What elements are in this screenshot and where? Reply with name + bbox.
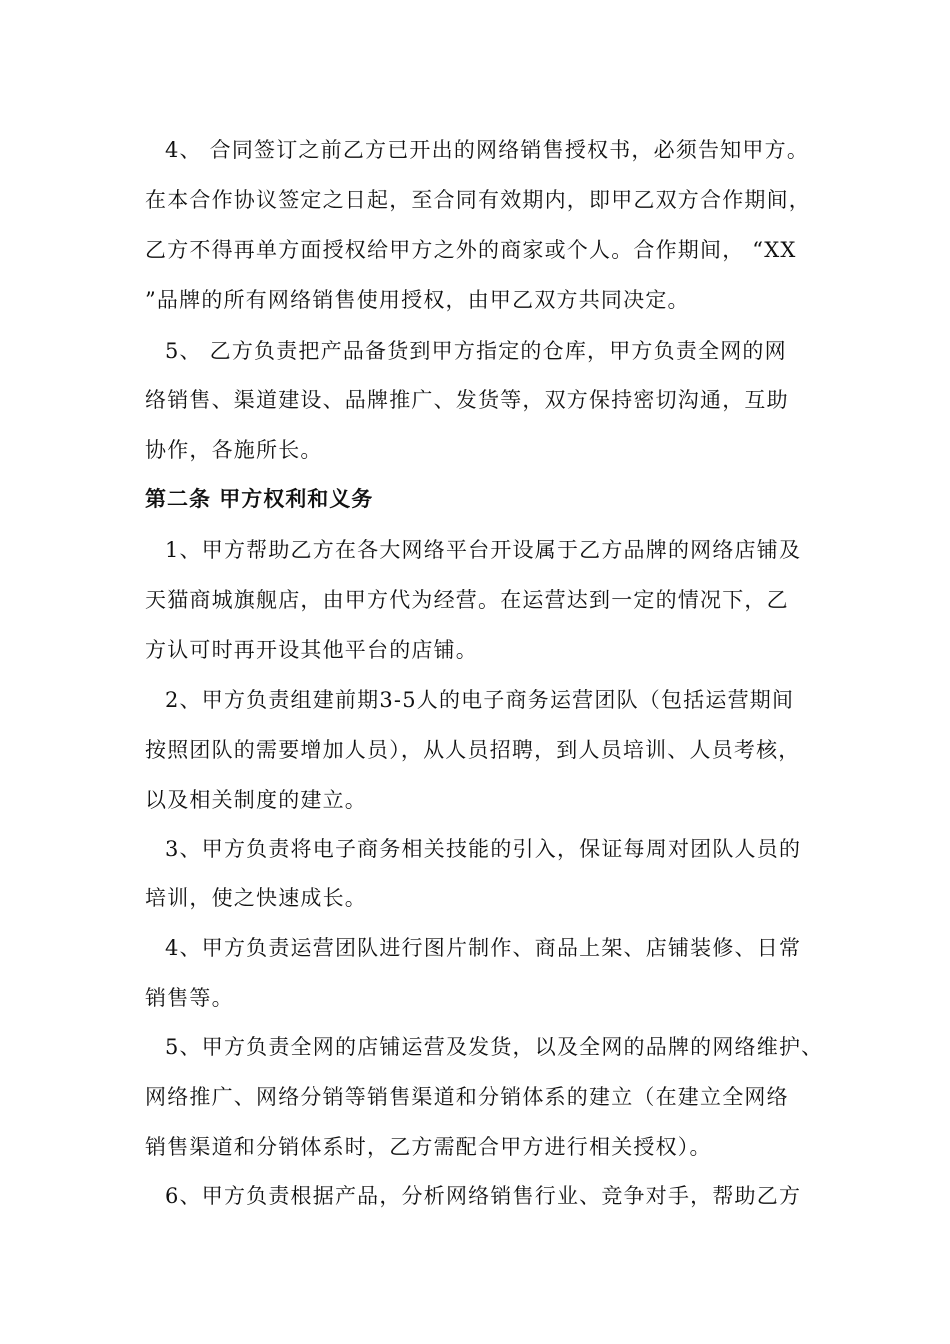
section-heading: 第二条 甲方权利和义务 [145,487,374,511]
paragraph-line: 网络推广、网络分销等销售渠道和分销体系的建立（在建立全网络 [145,1085,789,1109]
paragraph-line: 方认可时再开设其他平台的店铺。 [145,638,478,662]
paragraph-line: 按照团队的需要增加人员），从人员招聘，到人员培训、人员考核， [145,738,801,762]
paragraph-line: 6、甲方负责根据产品，分析网络销售行业、竞争对手，帮助乙方 [165,1184,802,1208]
paragraph-line: 1、甲方帮助乙方在各大网络平台开设属于乙方品牌的网络店铺及 [165,538,802,562]
paragraph-line: 在本合作协议签定之日起，至合同有效期内，即甲乙双方合作期间， [145,188,811,212]
paragraph-line: 2、甲方负责组建前期3-5人的电子商务运营团队（包括运营期间 [165,688,795,712]
paragraph-line: 4、 合同签订之前乙方已开出的网络销售授权书，必须告知甲方。 [165,138,810,162]
paragraph-line: 销售渠道和分销体系时，乙方需配合甲方进行相关授权）。 [145,1135,712,1159]
paragraph-line: 络销售、渠道建设、品牌推广、发货等，双方保持密切沟通，互助 [145,388,789,412]
paragraph-line: 4、甲方负责运营团队进行图片制作、商品上架、店铺装修、日常 [165,936,802,960]
paragraph-line: 天猫商城旗舰店，由甲方代为经营。在运营达到一定的情况下，乙 [145,588,789,612]
paragraph-line: 以及相关制度的建立。 [145,788,367,812]
paragraph-line: 协作，各施所长。 [145,438,323,462]
paragraph-line: 5、 乙方负责把产品备货到甲方指定的仓库，甲方负责全网的网 [165,339,787,363]
paragraph-line: ”品牌的所有网络销售使用授权，由甲乙双方共同决定。 [145,288,690,312]
paragraph-line: 销售等。 [145,986,234,1010]
paragraph-line: 培训，使之快速成长。 [145,886,367,910]
paragraph-line: 5、甲方负责全网的店铺运营及发货，以及全网的品牌的网络维护、 [165,1035,824,1059]
paragraph-line: 乙方不得再单方面授权给甲方之外的商家或个人。合作期间， “XX [145,238,797,262]
paragraph-line: 3、甲方负责将电子商务相关技能的引入，保证每周对团队人员的 [165,837,802,861]
